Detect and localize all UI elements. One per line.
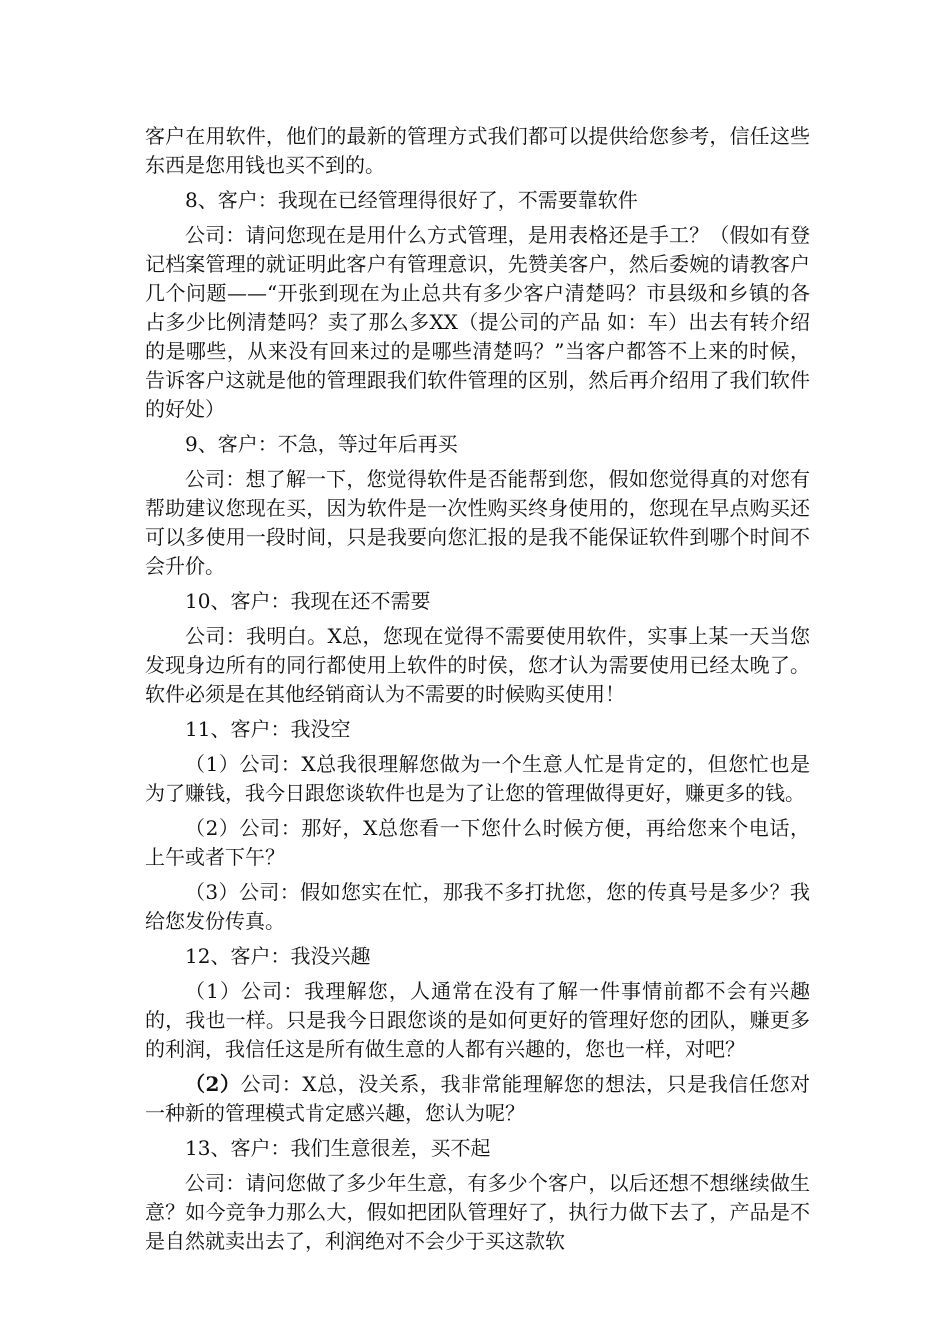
heading-item-12: 12、客户：我没兴趣 xyxy=(185,944,371,968)
heading-item-13: 13、客户：我们生意很差，买不起 xyxy=(185,1136,491,1160)
heading-item-9: 9、客户：不急，等过年后再买 xyxy=(185,432,458,456)
answer-item-10: 公司：我明白。X总，您现在觉得不需要使用软件，实事上某一天当您发现身边所有的同行都使用上软件的时侯，您才认为需要使用已经太晚了。软件必须是在其他经销商认为不需要的时候购买使用！ xyxy=(145,624,810,706)
paragraph-continuation: 客户在用软件，他们的最新的管理方式我们都可以提供给您参考，信任这些东西是您用钱也买不到的。 xyxy=(145,124,810,177)
answer-item-12-2-number: （2） xyxy=(185,1072,241,1096)
answer-item-12-2 xyxy=(145,1070,810,1128)
document-page xyxy=(145,122,810,1256)
answer-item-11-3: （3）公司：假如您实在忙，那我不多打扰您，您的传真号是多少？我给您发份传真。 xyxy=(145,880,810,933)
answer-item-9: 公司：想了解一下，您觉得软件是否能帮到您，假如您觉得真的对您有帮助建议您现在买，因为软件是一次性购买终身使用的，您现在早点购买还可以多使用一段时间，只是我要向您汇报的是我不能保证软件到哪个时间不会升价。 xyxy=(145,467,810,578)
heading-item-10: 10、客户：我现在还不需要 xyxy=(185,589,431,613)
answer-item-12-1: （1）公司：我理解您，人通常在没有了解一件事情前都不会有兴趣的，我也一样。只是我今日跟您谈的是如何更好的管理好您的团队，赚更多的利润，我信任这是所有做生意的人都有兴趣的，您也一样，对吧？ xyxy=(145,979,810,1061)
answer-item-11-1: （1）公司：X总我很理解您做为一个生意人忙是肯定的，但您忙也是为了赚钱，我今日跟您谈软件也是为了让您的管理做得更好，赚更多的钱。 xyxy=(145,752,810,805)
answer-item-12-2-text: 公司：X总，没关系，我非常能理解您的想法，只是我信任您对一种新的管理模式肯定感兴趣，您认为呢？ xyxy=(145,1072,810,1125)
heading-item-8: 8、客户：我现在已经管理得很好了，不需要靠软件 xyxy=(185,188,638,212)
answer-item-11-2: （2）公司：那好，X总您看一下您什么时候方便，再给您来个电话，上午或者下午？ xyxy=(145,816,810,869)
heading-item-11: 11、客户：我没空 xyxy=(185,717,351,741)
answer-item-8: 公司：请问您现在是用什么方式管理，是用表格还是手工？（假如有登记档案管理的就证明此客户有管理意识，先赞美客户，然后委婉的请教客户几个问题——“开张到现在为止总共有多少客户清楚吗？市县级和乡镇的各占多少比例清楚吗？卖了那么多XX（提公司的产品 如：车）出去有转介绍的是哪些，从来没有回来过的是哪些清楚吗？”当客户都答不上来的时候，告诉客户这就是他的管理跟我们软件管理的区别，然后再介绍用了我们软件的好处） xyxy=(145,223,810,421)
answer-item-13: 公司：请问您做了多少年生意，有多少个客户，以后还想不想继续做生意？如今竞争力那么大，假如把团队管理好了，执行力做下去了，产品是不是自然就卖出去了，利润绝对不会少于买这款软 xyxy=(145,1171,810,1253)
